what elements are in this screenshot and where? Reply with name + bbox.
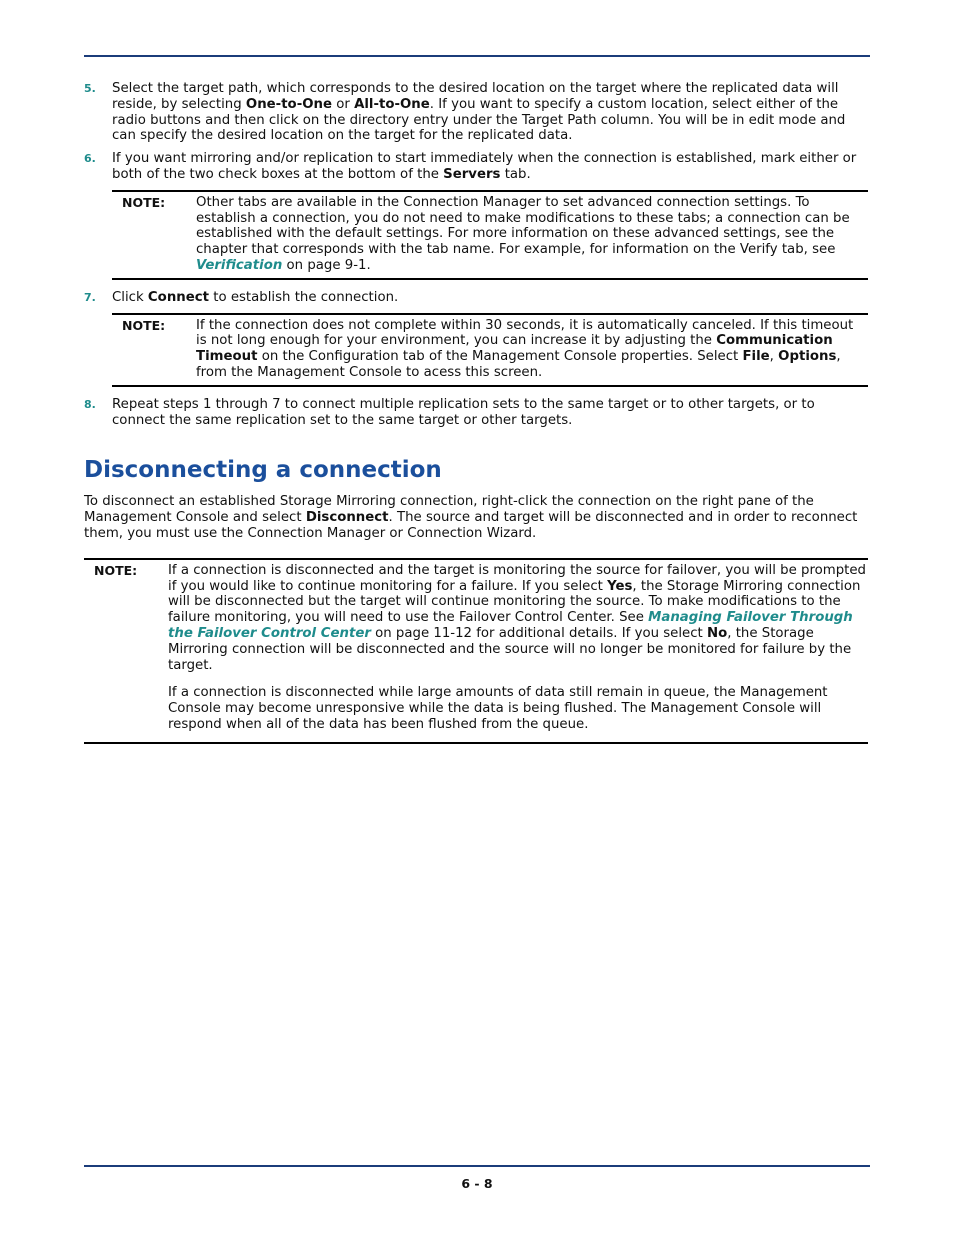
note-label: NOTE:	[122, 194, 166, 210]
section-body	[84, 494, 868, 541]
step-text: to establish the connection.	[209, 289, 399, 305]
verification-link[interactable]: Verification	[196, 257, 283, 273]
step-number: 6.	[84, 152, 96, 166]
footer-rule	[84, 1165, 870, 1167]
note-label: NOTE:	[122, 317, 166, 333]
body-text: . The source and target will be disconnected and in order to reconnect them, you must use the Connection Manager or Connection Wizard.	[84, 510, 858, 541]
section-heading: Disconnecting a connection	[84, 457, 442, 484]
step-text: or	[332, 96, 355, 112]
note-advanced-tabs	[112, 190, 868, 280]
no-label: No	[706, 625, 728, 641]
page-number: 6 - 8	[461, 1176, 493, 1191]
step-text: Select the target path, which corresponds to the desired location on the target where the replicated data will reside, by selecting	[112, 81, 839, 112]
note-text-part: , from the Management Console to acess this screen.	[196, 349, 841, 380]
note-text-part: , the Storage Mirroring connection will be disconnected and the source will no longer be monitored for failure by the target.	[168, 625, 852, 673]
step-text: Repeat steps 1 through 7 to connect multiple replication sets to the same target or to other targets, or to connect the same replication set to the same target or other targets.	[112, 396, 815, 428]
note-text-part: , the Storage Mirroring connection will be disconnected but the target will continue monitoring the source. To make modifications to the failure monitoring, you will need to use the Failover Control Center. See	[168, 578, 861, 626]
servers-tab-label: Servers	[443, 166, 501, 182]
note-text	[196, 318, 868, 381]
header-rule	[84, 55, 870, 57]
note-text-part: on page 11-12 for additional details. If you select	[370, 625, 707, 641]
option-one-to-one: One-to-One	[245, 96, 332, 112]
yes-label: Yes	[607, 578, 633, 594]
step-text: If you want mirroring and/or replication to start immediately when the connection is established, mark either or both of the two check boxes at the bottom of the	[112, 151, 857, 182]
note-text-part: ,	[769, 349, 779, 365]
step-text: . If you want to specify a custom location, select either of the radio buttons and then click on the directory entry under the Target Path column. You will be in edit mode and can specify the desired location on the target for the replicated data.	[112, 96, 846, 144]
note-text	[196, 195, 868, 274]
step-number: 5.	[84, 82, 96, 95]
note-text-part: If the connection does not complete within 30 seconds, it is automatically canceled. If this timeout is not long enough for your environment, you can increase it by adjusting the	[196, 317, 854, 349]
note-paragraph-1	[168, 563, 868, 674]
note-timeout	[112, 313, 868, 387]
note-text	[168, 563, 868, 733]
options-menu-label: Options	[778, 349, 837, 365]
file-menu-label: File	[742, 349, 770, 365]
connect-label: Connect	[147, 289, 210, 305]
option-all-to-one: All-to-One	[354, 96, 430, 112]
note-label: NOTE:	[94, 562, 138, 578]
step-5	[84, 81, 868, 144]
step-6	[84, 151, 868, 183]
failover-control-center-link[interactable]: Managing Failover Through the Failover Control Center	[168, 610, 853, 641]
step-7	[84, 290, 868, 306]
step-text: tab.	[500, 166, 531, 182]
disconnect-label: Disconnect	[305, 510, 389, 526]
step-text: Click	[112, 289, 148, 305]
page-content	[84, 81, 868, 754]
note-text-part: If a connection is disconnected and the target is monitoring the source for failover, you will be prompted if you would like to continue monitoring for a failure. If you select	[168, 562, 867, 594]
body-text: To disconnect an established Storage Mirroring connection, right-click the connection on the right pane of the Management Console and select	[84, 494, 814, 526]
note-text-part: on the Configuration tab of the Management Console properties. Select	[257, 349, 743, 365]
step-8	[84, 397, 868, 429]
note-text-part: Other tabs are available in the Connection Manager to set advanced connection settings. To establish a connection, you do not need to make modifications to these tabs; a connection can be established with the default settings. For more information on these advanced settings, see the chapter that corresponds with the tab name. For example, for information on the Verify tab, see	[196, 194, 850, 258]
note-paragraph-2: If a connection is disconnected while large amounts of data still remain in queue, the Management Console may become unresponsive while the data is being flushed. The Management Console will respond when all of the data has been flushed from the queue.	[168, 685, 828, 732]
note-disconnect	[84, 558, 868, 744]
step-number: 8.	[84, 397, 96, 411]
communication-timeout-label: Communication Timeout	[196, 333, 833, 365]
step-number: 7.	[84, 290, 96, 304]
note-text-part: on page 9-1.	[282, 257, 371, 273]
